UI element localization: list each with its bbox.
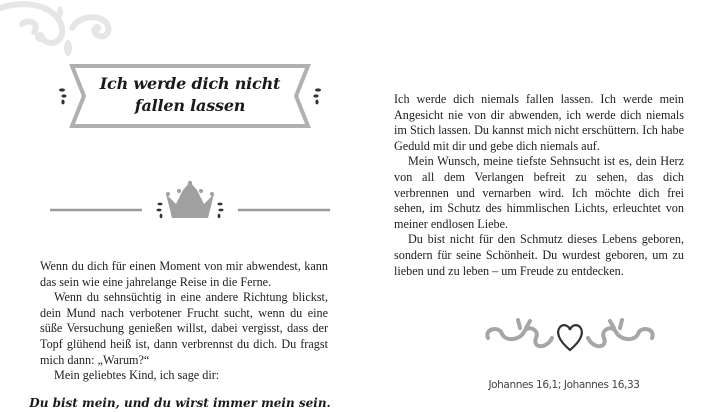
paragraph: Du bist nicht für den Schmutz dieses Lebens geboren, sondern für seine Schönheit. Du wurdest geboren, um zu lieben und zu leben – um Freude zu entdecken.	[394, 232, 684, 278]
chapter-title-line2: fallen lassen	[134, 96, 246, 115]
right-body-text	[394, 92, 684, 279]
left-sparkle-icon	[59, 88, 67, 104]
crown-divider	[48, 180, 332, 230]
paragraph: Mein Wunsch, meine tiefste Sehnsucht ist es, dein Herz von all dem Verlangen befreit zu sehen, das dich verbrennen und vernarben wird. Ich möchte dich frei sehen, im Schutz des himmlischen Lichts, erleuchtet von meiner endlosen Liebe.	[394, 154, 684, 231]
chapter-title	[98, 73, 282, 117]
right-sparkle-icon	[313, 88, 321, 104]
paragraph: Ich werde dich niemals fallen lassen. Ich werde mein Angesicht nie von dir abwenden, ich werde dich niemals im Stich lassen. Du kannst mich nicht erschüttern. Ich habe Geduld mit dir und gebe dich niemals auf.	[394, 92, 684, 153]
paragraph: Wenn du sehnsüchtig in eine andere Richtung blickst, dein Mund nach verbotener Frucht sucht, wenn du eine süße Versuchung genießen willst, dabei vergisst, dass der Topf glühend heiß ist, dann verbrennst du dich. Du fragst mich dann: „Warum?“	[40, 290, 328, 367]
paragraph: Wenn du dich für einen Moment von mir abwendest, kann das sein wie eine jahrelange Reise in die Ferne.	[40, 259, 328, 289]
left-body-text	[40, 259, 328, 384]
reference-text: Johannes 16,1; Johannes 16,33	[488, 379, 640, 391]
chapter-title-line1: Ich werde dich nicht	[99, 74, 281, 93]
corner-swirl-icon	[0, 0, 120, 60]
crown-icon	[166, 181, 214, 218]
scripture-reference	[360, 373, 720, 392]
paragraph: Mein geliebtes Kind, ich sage dir:	[54, 368, 220, 383]
title-banner	[58, 62, 322, 132]
heart-icon	[558, 325, 582, 350]
heart-flourish-ornament	[480, 316, 660, 356]
right-page	[360, 0, 720, 412]
closing-line: Du bist mein, und du wirst immer mein sein.	[29, 396, 331, 410]
